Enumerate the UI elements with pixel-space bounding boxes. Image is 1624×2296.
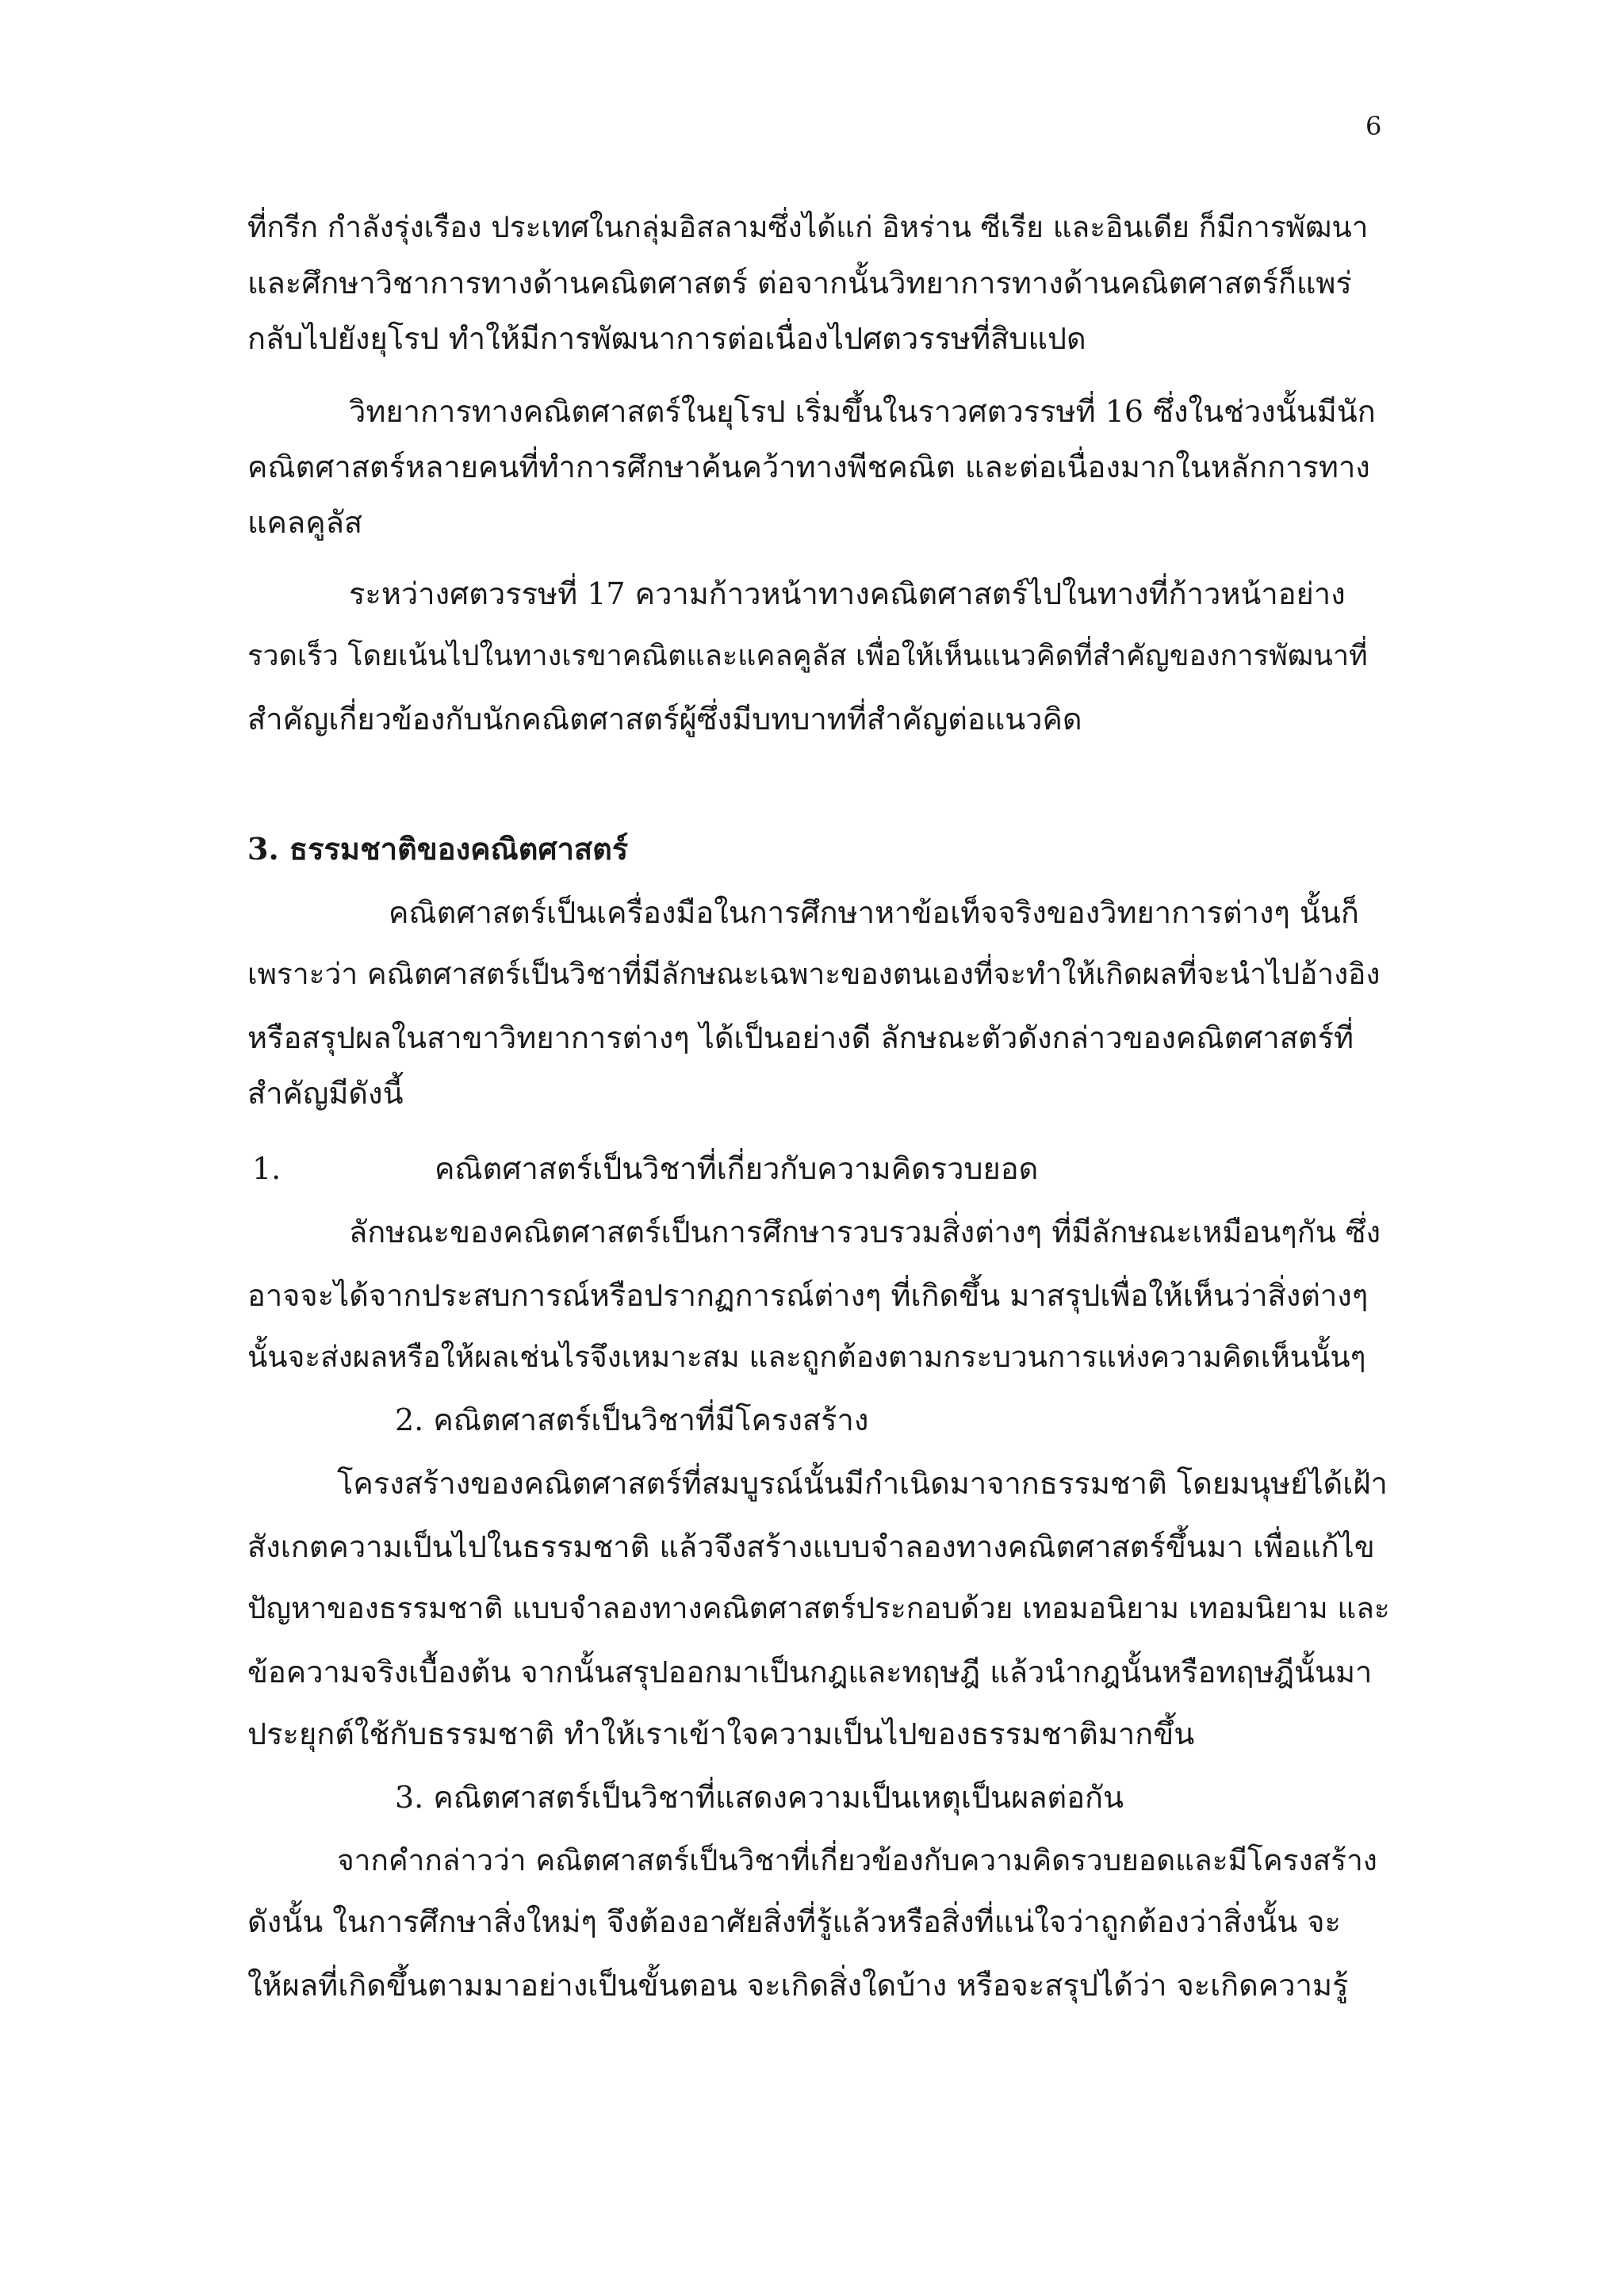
paragraph-2-line: คณิตศาสตร์หลายคนที่ทำการศึกษาค้นคว้าทางพีชคณิต และต่อเนื่องมากในหลักการทาง — [247, 450, 1370, 484]
item-1-line: นั้นจะส่งผลหรือให้ผลเช่นไรจึงเหมาะสม และถูกต้องตามกระบวนการแห่งความคิดเห็นนั้นๆ — [247, 1340, 1366, 1374]
item-2-line: โครงสร้างของคณิตศาสตร์ที่สมบูรณ์นั้นมีกำเนิดมาจากธรรมชาติ โดยมนุษย์ได้เฝ้า — [337, 1466, 1388, 1501]
item-1-number: 1. — [252, 1151, 282, 1186]
paragraph-2-line: แคลคูลัส — [247, 505, 363, 540]
item-1-title: คณิตศาสตร์เป็นวิชาที่เกี่ยวกับความคิดรวบยอด — [435, 1151, 1039, 1186]
item-3-line: ดังนั้น ในการศึกษาสิ่งใหม่ๆ จึงต้องอาศัยสิ่งที่รู้แล้วหรือสิ่งที่แน่ใจว่าถูกต้องว่าสิ่งนั้น จะ — [247, 1904, 1341, 1939]
item-3-line: ให้ผลที่เกิดขึ้นตามมาอย่างเป็นขั้นตอน จะเกิดสิ่งใดบ้าง หรือจะสรุปได้ว่า จะเกิดความรู้ — [247, 1968, 1349, 2003]
item-2-line: ปัญหาของธรรมชาติ แบบจำลองทางคณิตศาสตร์ประกอบด้วย เทอมอนิยาม เทอมนิยาม และ — [247, 1591, 1390, 1625]
section-intro-line: คณิตศาสตร์เป็นเครื่องมือในการศึกษาหาข้อเท็จจริงของวิทยาการต่างๆ นั้นก็ — [389, 895, 1359, 930]
paragraph-3-line: สำคัญเกี่ยวข้องกับนักคณิตศาสตร์ผู้ซึ่งมีบทบาทที่สำคัญต่อแนวคิด — [247, 702, 1082, 737]
item-2-line: สังเกตความเป็นไปในธรรมชาติ แล้วจึงสร้างแบบจำลองทางคณิตศาสตร์ขึ้นมา เพื่อแก้ไข — [247, 1529, 1375, 1564]
item-1-line: อาจจะได้จากประสบการณ์หรือปรากฏการณ์ต่างๆ ที่เกิดขึ้น มาสรุปเพื่อให้เห็นว่าสิ่งต่างๆ — [247, 1278, 1369, 1313]
paragraph-3-line: ระหว่างศตวรรษที่ 17 ความก้าวหน้าทางคณิตศาสตร์ไปในทางที่ก้าวหน้าอย่าง — [349, 576, 1346, 611]
paragraph-1-line: กลับไปยังยุโรป ทำให้มีการพัฒนาการต่อเนื่องไปศตวรรษที่สิบแปด — [247, 321, 1086, 356]
paragraph-2-line: วิทยาการทางคณิตศาสตร์ในยุโรป เริ่มขึ้นในราวศตวรรษที่ 16 ซึ่งในช่วงนั้นมีนัก — [349, 394, 1376, 429]
section-heading: 3. ธรรมชาติของคณิตศาสตร์ — [247, 831, 629, 867]
paragraph-3-line: รวดเร็ว โดยเน้นไปในทางเรขาคณิตและแคลคูลัส เพื่อให้เห็นแนวคิดที่สำคัญของการพัฒนาที่ — [247, 640, 1368, 672]
section-intro-line: สำคัญมีดังนี้ — [247, 1076, 404, 1111]
item-2-line: ประยุกต์ใช้กับธรรมชาติ ทำให้เราเข้าใจความเป็นไปของธรรมชาติมากขึ้น — [247, 1716, 1195, 1751]
paragraph-1-line: ที่กรีก กำลังรุ่งเรือง ประเทศในกลุ่มอิสลามซึ่งได้แก่ อิหร่าน ซีเรีย และอินเดีย ก็มีการพัฒนา — [247, 210, 1369, 244]
item-2-title: 2. คณิตศาสตร์เป็นวิชาที่มีโครงสร้าง — [395, 1402, 869, 1437]
page-number: 6 — [1365, 111, 1382, 141]
item-1-line: ลักษณะของคณิตศาสตร์เป็นการศึกษารวบรวมสิ่งต่างๆ ที่มีลักษณะเหมือนๆกัน ซึ่ง — [349, 1215, 1381, 1249]
item-3-title: 3. คณิตศาสตร์เป็นวิชาที่แสดงความเป็นเหตุเป็นผลต่อกัน — [395, 1780, 1124, 1815]
item-3-line: จากคำกล่าวว่า คณิตศาสตร์เป็นวิชาที่เกี่ยวข้องกับความคิดรวบยอดและมีโครงสร้าง — [337, 1843, 1377, 1877]
item-2-line: ข้อความจริงเบื้องต้น จากนั้นสรุปออกมาเป็นกฎและทฤษฎี แล้วนำกฎนั้นหรือทฤษฎีนั้นมา — [247, 1655, 1373, 1689]
paragraph-1-line: และศึกษาวิชาการทางด้านคณิตศาสตร์ ต่อจากนั้นวิทยาการทางด้านคณิตศาสตร์ก็แพร่ — [247, 266, 1352, 300]
section-intro-line: หรือสรุปผลในสาขาวิทยาการต่างๆ ได้เป็นอย่างดี ลักษณะตัวดังกล่าวของคณิตศาสตร์ที่ — [247, 1020, 1354, 1055]
section-intro-line: เพราะว่า คณิตศาสตร์เป็นวิชาที่มีลักษณะเฉพาะของตนเองที่จะทำให้เกิดผลที่จะนำไปอ้างอิง — [247, 957, 1381, 991]
